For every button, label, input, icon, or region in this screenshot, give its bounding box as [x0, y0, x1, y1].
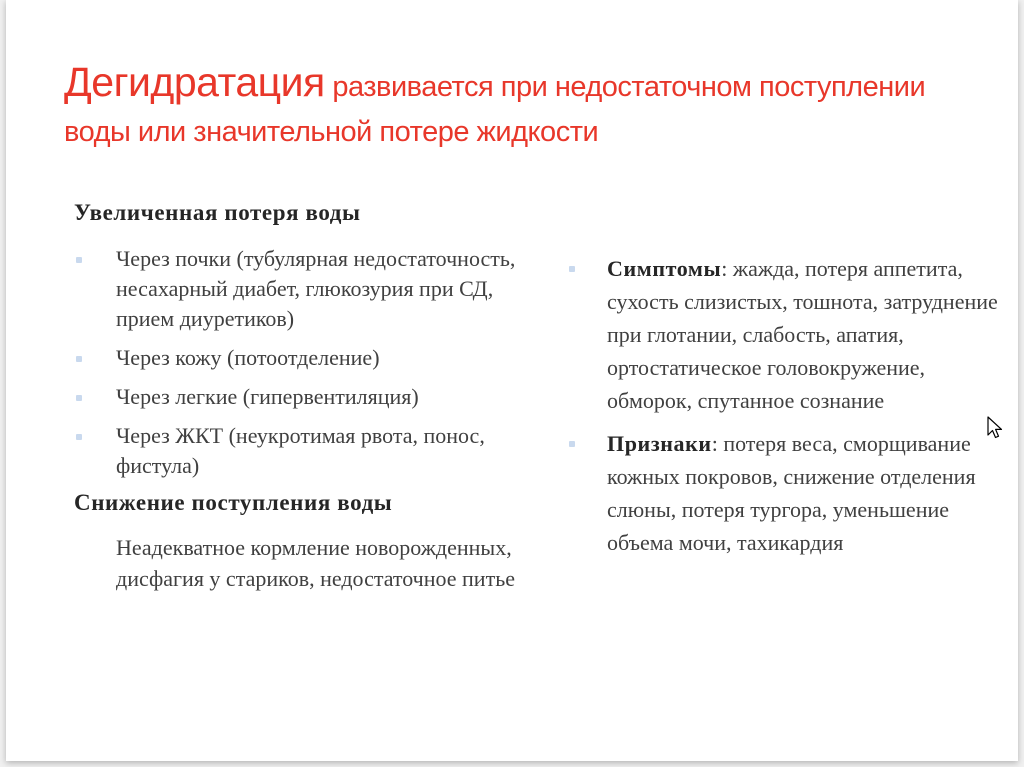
bullet-icon — [76, 434, 82, 440]
title-rest: развивается при недостаточном поступлении воды или значительной потере жидкости — [64, 71, 926, 148]
bullet-icon — [76, 257, 82, 263]
signs-text: : потеря веса, сморщивание кожных покровов, снижение отделения слюны, потеря тургора, уменьшение объема мочи, тахикардия — [607, 431, 976, 555]
list-item-text: Через почки (тубулярная недостаточность, несахарный диабет, глюкозурия при СД, прием диуретиков) — [116, 246, 516, 331]
reduced-intake-text: Неадекватное кормление новорожденных, дисфагия у стариков, недостаточное питье — [116, 535, 515, 591]
bullet-icon — [569, 266, 575, 272]
bullet-icon — [569, 441, 575, 447]
loss-list — [70, 244, 540, 481]
list-item-text: Через ЖКТ (неукротимая рвота, понос, фистула) — [116, 423, 485, 478]
signs-label: Признаки — [607, 431, 712, 456]
heading-increased-loss: Увеличенная потеря воды — [74, 200, 361, 225]
list-item-signs — [569, 427, 1009, 559]
symptoms-text: : жажда, потеря аппетита, сухость слизистых, тошнота, затруднение при глотании, слабость, апатия, ортостатическое головокружение, обморок, спутанное сознание — [607, 256, 998, 413]
right-column — [569, 252, 1009, 569]
list-item-text: Через кожу (потоотделение) — [116, 345, 380, 370]
slide-title — [64, 59, 984, 157]
symptoms-label: Симптомы — [607, 256, 722, 281]
symptoms-list — [569, 252, 1009, 559]
heading-reduced-intake: Снижение поступления воды — [74, 490, 393, 515]
bullet-icon — [76, 395, 82, 401]
title-main: Дегидратация — [64, 59, 325, 105]
left-column — [70, 200, 540, 594]
list-item — [70, 421, 540, 481]
slide — [6, 0, 1018, 761]
bullet-icon — [76, 356, 82, 362]
list-item — [70, 244, 540, 334]
mouse-pointer-icon — [986, 416, 1006, 440]
list-item-text: Через легкие (гипервентиляция) — [116, 384, 419, 409]
list-item-symptoms — [569, 252, 1009, 417]
list-item — [70, 382, 540, 412]
list-item — [70, 343, 540, 373]
